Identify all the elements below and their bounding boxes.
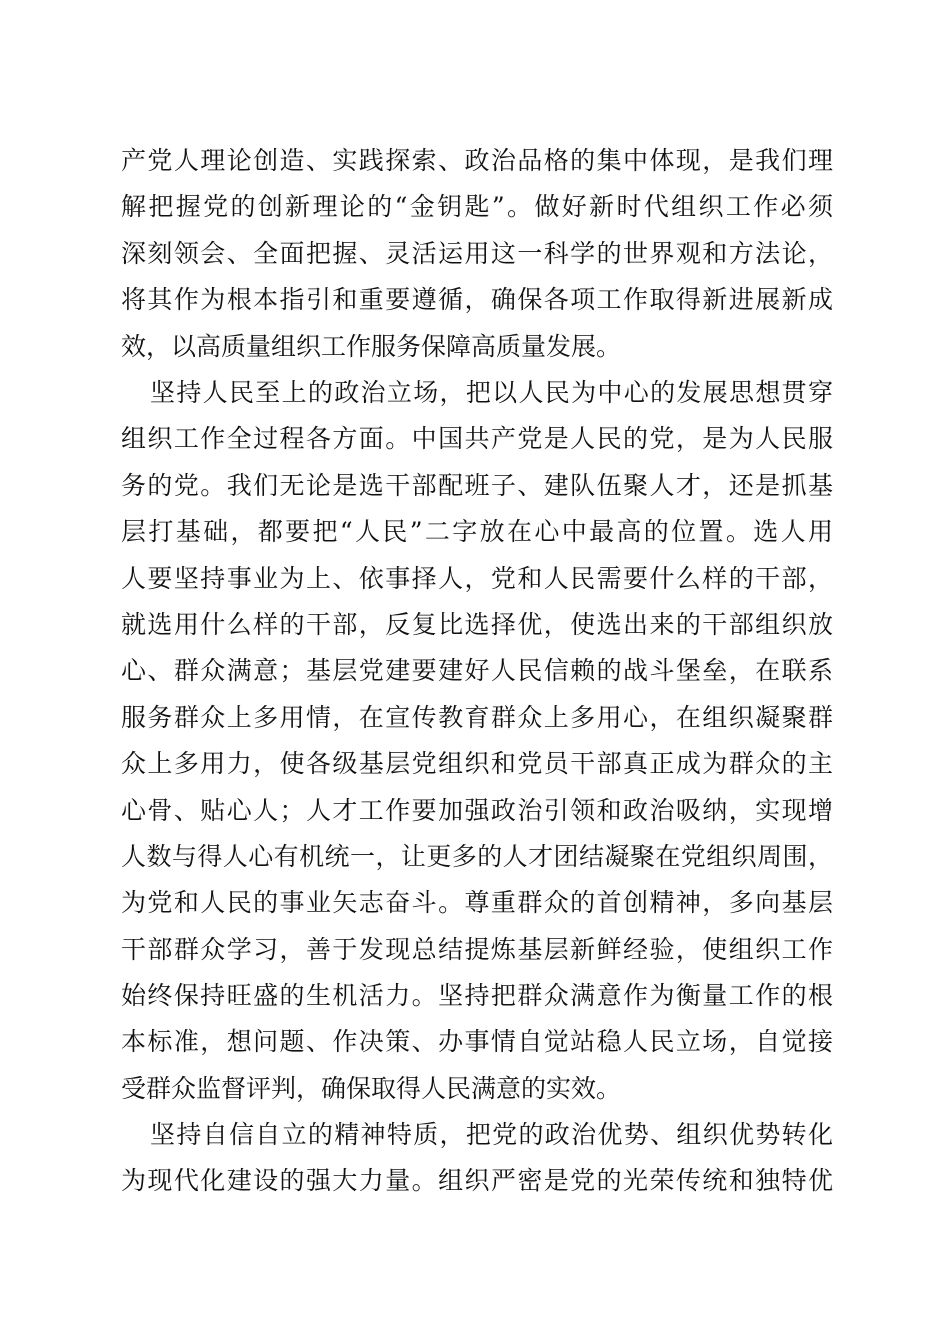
text-line: 组织工作全过程各方面。中国共产党是人民的党，是为人民服 bbox=[121, 424, 833, 454]
text-line: 干部群众学习，善于发现总结提炼基层新鲜经验，使组织工作 bbox=[121, 934, 833, 964]
text-line: 效，以高质量组织工作服务保障高质量发展。 bbox=[121, 331, 622, 361]
text-line: 将其作为根本指引和重要遵循，确保各项工作取得新进展新成 bbox=[121, 285, 833, 315]
text-line: 坚持自信自立的精神特质，把党的政治优势、组织优势转化 bbox=[150, 1120, 833, 1149]
paragraph-2 bbox=[121, 370, 833, 1112]
text-line: 始终保持旺盛的生机活力。坚持把群众满意作为衡量工作的根 bbox=[121, 981, 833, 1011]
text-line: 产党人理论创造、实践探索、政治品格的集中体现，是我们理 bbox=[121, 146, 833, 175]
text-line: 心、群众满意；基层党建要建好人民信赖的战斗堡垒，在联系 bbox=[121, 656, 833, 686]
paragraph-3 bbox=[121, 1112, 833, 1205]
text-line: 人数与得人心有机统一，让更多的人才团结凝聚在党组织周围， bbox=[121, 841, 833, 871]
text-line: 坚持人民至上的政治立场，把以人民为中心的发展思想贯穿 bbox=[150, 378, 833, 407]
text-line: 服务群众上多用情，在宣传教育群众上多用心，在组织凝聚群 bbox=[121, 702, 833, 732]
text-line: 众上多用力，使各级基层党组织和党员干部真正成为群众的主 bbox=[121, 749, 833, 779]
text-line: 务的党。我们无论是选干部配班子、建队伍聚人才，还是抓基 bbox=[121, 470, 833, 500]
text-line: 解把握党的创新理论的“金钥匙”。做好新时代组织工作必须 bbox=[121, 192, 833, 222]
text-line: 受群众监督评判，确保取得人民满意的实效。 bbox=[121, 1073, 622, 1103]
text-line: 为现代化建设的强大力量。组织严密是党的光荣传统和独特优 bbox=[121, 1166, 833, 1196]
text-line: 就选用什么样的干部，反复比选择优，使选出来的干部组织放 bbox=[121, 609, 833, 639]
text-line: 深刻领会、全面把握、灵活运用这一科学的世界观和方法论， bbox=[121, 238, 833, 268]
paragraph-1 bbox=[121, 138, 833, 370]
text-line: 为党和人民的事业矢志奋斗。尊重群众的首创精神，多向基层 bbox=[121, 888, 833, 918]
text-line: 心骨、贴心人；人才工作要加强政治引领和政治吸纳，实现增 bbox=[121, 795, 833, 825]
text-line: 本标准，想问题、作决策、办事情自觉站稳人民立场，自觉接 bbox=[121, 1027, 833, 1057]
text-line: 层打基础，都要把“人民”二字放在心中最高的位置。选人用 bbox=[121, 517, 833, 547]
text-line: 人要坚持事业为上、依事择人，党和人民需要什么样的干部， bbox=[121, 563, 833, 593]
